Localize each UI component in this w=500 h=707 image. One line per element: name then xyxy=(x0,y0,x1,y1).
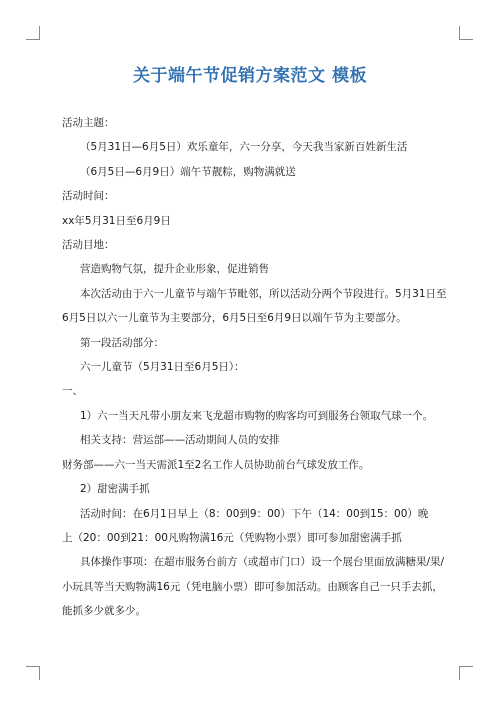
paragraph-candy-grab: 2）甜密满手抓 xyxy=(80,483,150,496)
paragraph-intro-2: 6月5日以六一儿童节为主要部分，6月5日至6月9日以端午节为主要部分。 xyxy=(62,312,407,325)
paragraph-item-one: 一、 xyxy=(62,385,83,398)
paragraph-candy-time-2: 上（20：00到21：00凡购物满16元（凭购物小票）即可参加甜密满手抓 xyxy=(62,531,402,544)
paragraph-intro-1: 本次活动由于六一儿童节与端午节毗邻，所以活动分两个节段进行。5月31日至 xyxy=(80,287,447,300)
crop-mark-top-right xyxy=(459,26,473,40)
paragraph-time-heading: 活动时间： xyxy=(62,190,115,203)
paragraph-candy-time-1: 活动时间：在6月1日早上（8：00到9：00）下午（14：00到15：00）晚 xyxy=(80,507,429,520)
paragraph-section-one: 第一段活动部分： xyxy=(80,336,164,349)
crop-mark-top-left xyxy=(26,26,40,40)
document-body xyxy=(62,111,447,624)
paragraph-operation-3: 能抓多少就多少。 xyxy=(62,605,146,618)
crop-mark-bottom-right xyxy=(459,666,473,680)
paragraph-theme-heading: 活动主题： xyxy=(62,117,115,129)
paragraph-balloon: 1）六一当天凡带小朋友来飞龙超市购物的购客均可到服务台领取气球一个。 xyxy=(80,409,434,422)
paragraph-theme-2: （6月5日—6月9日）端午节靓粽，购物满就送 xyxy=(80,165,296,178)
paragraph-operation-1: 具体操作事项：在超市服务台前方（或超市门口）设一个展台里面放满糖果/果/ xyxy=(80,556,445,569)
paragraph-finance: 财务部——六一当天需派1至2名工作人员协助前台气球发放工作。 xyxy=(62,458,370,471)
document-title: 关于端午节促销方案范文 模板 xyxy=(133,66,367,86)
paragraph-purpose-value: 营造购物气氛，提升企业形象，促进销售 xyxy=(80,263,269,276)
paragraph-purpose-heading: 活动目地： xyxy=(62,239,115,252)
paragraph-theme-1: （5月31日—6月5日）欢乐童年，六一分享，今天我当家新百姓新生活 xyxy=(80,141,408,154)
paragraph-time-value: xx年5月31日至6月9日 xyxy=(62,214,171,227)
paragraph-childrens-day: 六一儿童节（5月31日至6月5日）： xyxy=(80,361,245,374)
paragraph-operation-2: 小玩具等当天购物满16元（凭电脑小票）即可参加活动。由顾客自己一只手去抓， xyxy=(62,580,443,593)
paragraph-support: 相关支持：营运部——活动期间人员的安排 xyxy=(80,434,280,447)
crop-mark-bottom-left xyxy=(26,666,40,680)
